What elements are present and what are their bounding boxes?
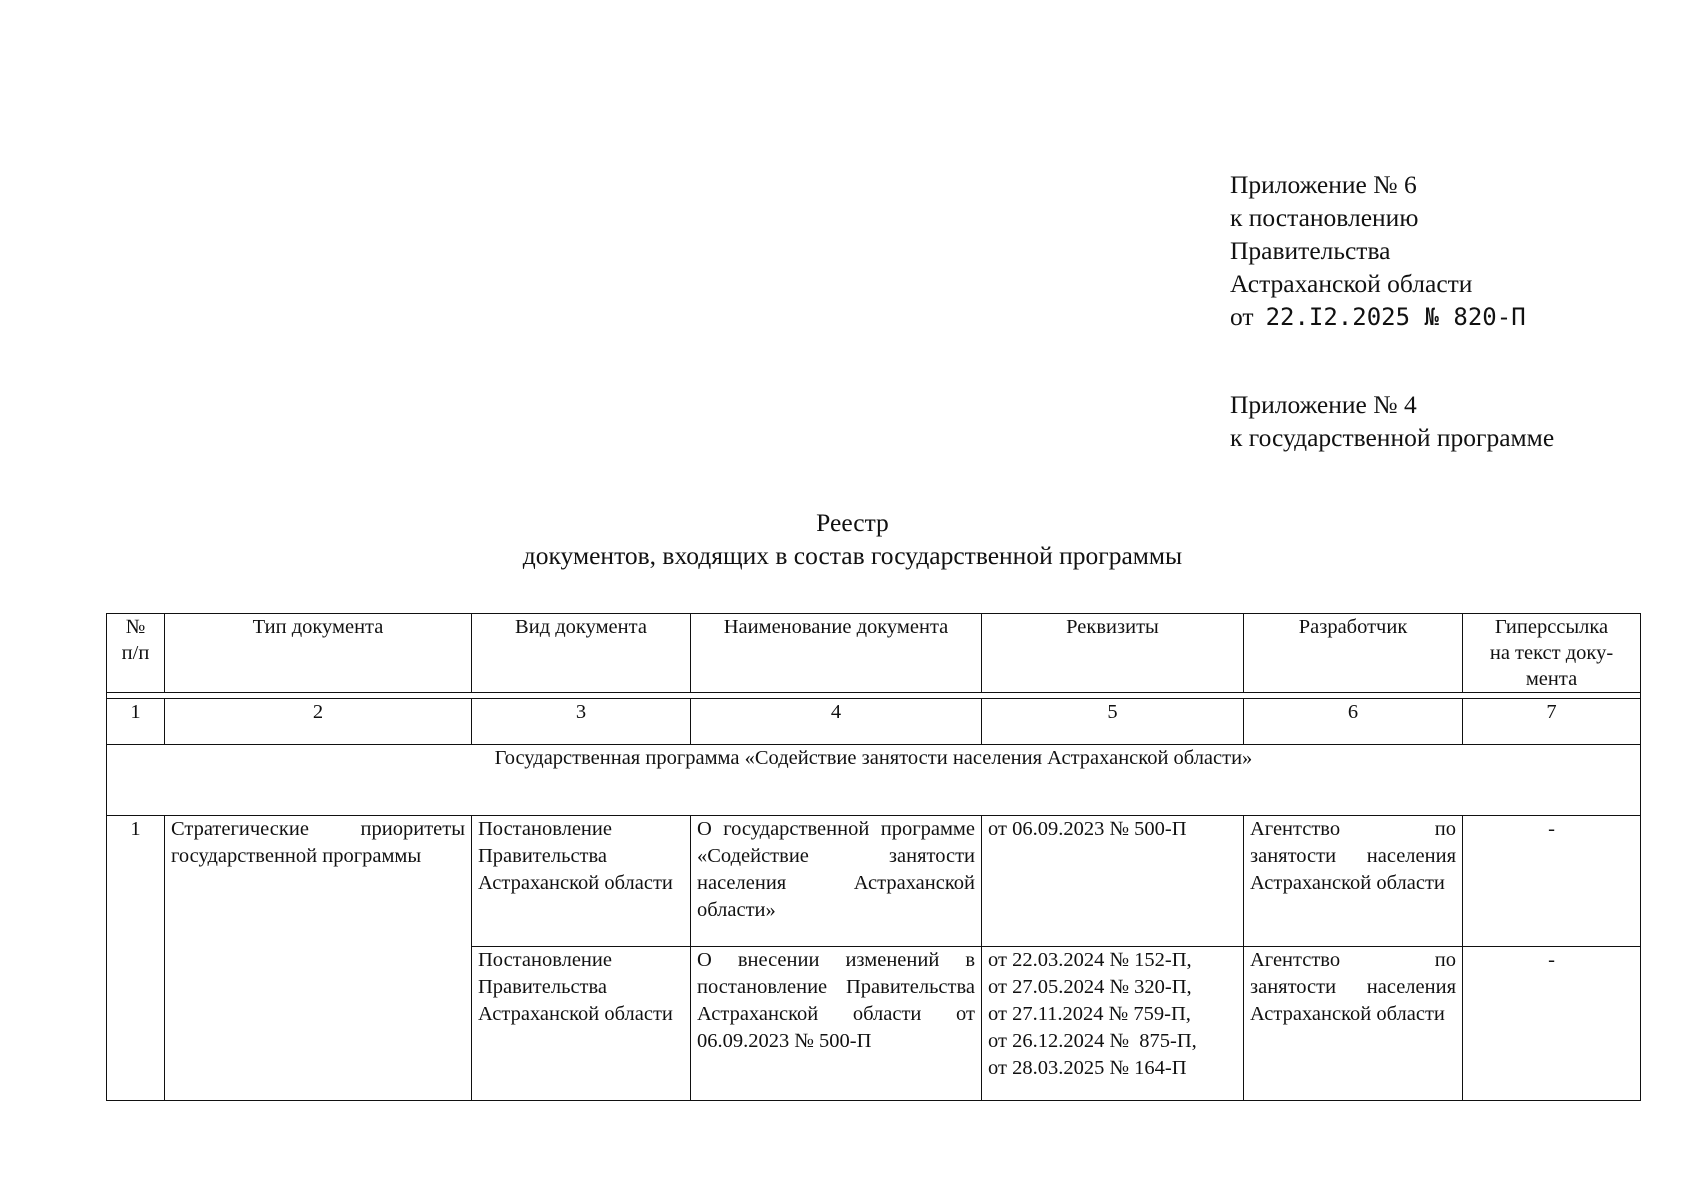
details-line: от 27.11.2024 № 759-П,: [988, 1003, 1191, 1025]
doc-kind-cell: Постановление Правительства Астраханской области: [472, 947, 691, 1101]
doc-type-cell: Стратегические приоритеты государственной программы: [165, 816, 472, 1101]
header-developer: Разработчик: [1244, 614, 1463, 693]
section-title: Государственная программа «Содействие занятости населения Астраханской области»: [107, 745, 1641, 816]
doc-name-cell: О государственной программе «Содействие занятости населения Астраханской области»: [691, 816, 982, 947]
appendix-4-block: [1230, 388, 1670, 454]
appendix-4-line-2: к государственной программе: [1230, 423, 1555, 452]
column-number: 4: [691, 699, 982, 745]
header-details: Реквизиты: [982, 614, 1244, 693]
section-row: [107, 745, 1641, 816]
doc-kind-cell: Постановление Правительства Астраханской области: [472, 816, 691, 947]
details-line: от 26.12.2024 № 875-П,: [988, 1030, 1197, 1052]
details-line: от 28.03.2025 № 164-П: [988, 1057, 1187, 1079]
appendix-6-heading: Приложение № 6: [1230, 170, 1417, 199]
appendix-6-line-2: к постановлению: [1230, 203, 1419, 232]
appendix-4-heading: Приложение № 4: [1230, 390, 1417, 419]
title-line-2: документов, входящих в состав государственной программы: [522, 541, 1183, 570]
column-number: 2: [165, 699, 472, 745]
header-number: № п/п: [107, 614, 165, 693]
date-and-number: 22.I2.2025 № 820-П: [1265, 303, 1526, 331]
hyperlink-cell: -: [1463, 816, 1641, 947]
column-number: 5: [982, 699, 1244, 745]
table-header-row: [107, 614, 1641, 693]
header-doc-name: Наименование документа: [691, 614, 982, 693]
hyperlink-cell: -: [1463, 947, 1641, 1101]
developer-cell: Агентство по занятости населения Астраханской области: [1244, 816, 1463, 947]
details-line: от 22.03.2024 № 152-П,: [988, 949, 1192, 971]
appendix-6-date-line: [1230, 300, 1670, 334]
developer-cell: Агентство по занятости населения Астраханской области: [1244, 947, 1463, 1101]
details-line: от 27.05.2024 № 320-П,: [988, 976, 1192, 998]
column-number: 7: [1463, 699, 1641, 745]
column-number: 1: [107, 699, 165, 745]
title-line-1: Реестр: [816, 508, 889, 537]
column-number: 6: [1244, 699, 1463, 745]
column-numbers-row: [107, 699, 1641, 745]
header-doc-kind: Вид документа: [472, 614, 691, 693]
date-prefix: от: [1230, 302, 1254, 331]
appendix-6-block: [1230, 168, 1670, 334]
details-line: от 06.09.2023 № 500-П: [988, 818, 1187, 840]
header-hyperlink: Гиперссылка на текст доку- мента: [1463, 614, 1641, 693]
appendix-6-line-3: Правительства: [1230, 236, 1391, 265]
table-row: [107, 816, 1641, 947]
appendix-6-line-4: Астраханской области: [1230, 269, 1473, 298]
page-title: [0, 506, 1705, 572]
row-number: 1: [107, 816, 165, 1101]
details-cell: [982, 947, 1244, 1101]
doc-name-cell: О внесении изменений в постановление Правительства Астраханской области от 06.09.2023 № 500-П: [691, 947, 982, 1101]
column-number: 3: [472, 699, 691, 745]
registry-table: [106, 613, 1641, 1101]
details-cell: [982, 816, 1244, 947]
header-doc-type: Тип документа: [165, 614, 472, 693]
